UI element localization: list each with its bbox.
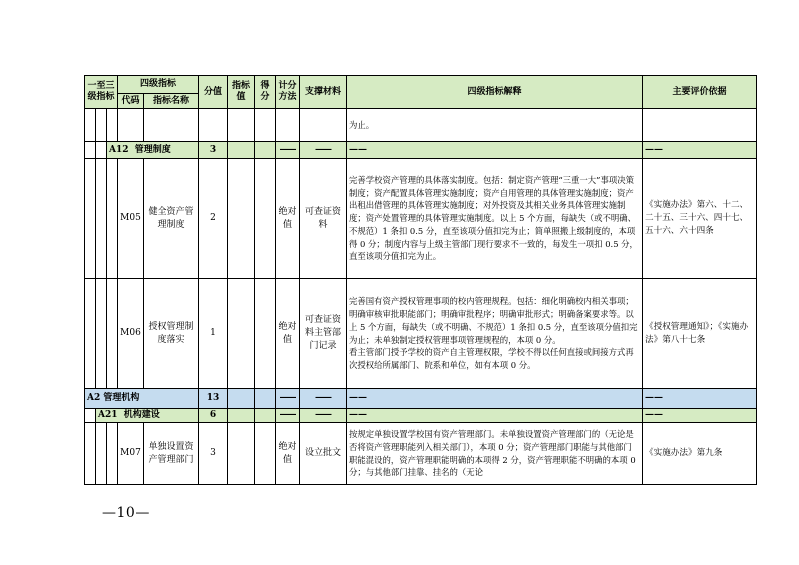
header-name: 指标名称	[144, 94, 199, 109]
m07-basis: 《实施办法》第九条	[643, 423, 757, 485]
a2-score: 13	[199, 389, 228, 409]
header-explanation: 四级指标解释	[347, 76, 643, 109]
m06-score: 1	[199, 279, 228, 389]
a21-basis-dash: ——	[643, 409, 757, 423]
table-header-row	[85, 76, 757, 94]
m06-support: 可查证资料主管部门记录	[300, 279, 347, 389]
evaluation-index-table	[84, 75, 757, 485]
m07-name: 单独设置资产管理部门	[144, 423, 199, 485]
a2-label	[85, 389, 199, 409]
m05-name: 健全资产管理制度	[144, 159, 199, 279]
table-row-continued	[85, 109, 757, 142]
a21-score: 6	[199, 409, 228, 423]
a21-support-dash: ——	[300, 409, 347, 423]
m07-method: 绝对值	[276, 423, 300, 485]
a12-method-dash: ——	[276, 142, 300, 159]
m07-support: 设立批文	[300, 423, 347, 485]
m06-explanation: 完善国有资产授权管理事项的校内管理规程。包括：细化明确校内相关事项；明确审核审批职能部门；明确审批程序；明确审批形式；明确备案要求等。以上 5 个方面，每缺失（或不明确、不规范）1 条扣 0.5 分，直至该项分值扣完为止；未单独制定授权管理事项管理规程的，本项 0 分。 看主管部门授予学校的资产自主管理权限，学校不得以任何直接或间接方式再次授权给所属部门、院系和单位，如有本项 0 分。	[347, 279, 643, 389]
m05-score: 2	[199, 159, 228, 279]
header-level13: 一至三级指标	[85, 76, 118, 109]
a2-support-dash: ——	[300, 389, 347, 409]
a21-method-dash: ——	[276, 409, 300, 423]
table-row-m07	[85, 423, 757, 485]
m07-explanation: 按规定单独设置学校国有资产管理部门。未单独设置资产管理部门的（无论是否将资产管理职能列入相关部门），本项 0 分；资产管理部门职能与其他部门职能混设的，资产管理职能明确的本项得 2 分，资产管理职能不明确的本项 0 分；与其他部门挂靠、挂名的（无论	[347, 423, 643, 485]
table-row-m05	[85, 159, 757, 279]
a12-explain-dash: ——	[347, 142, 643, 159]
a21-explain-dash: ——	[347, 409, 643, 423]
header-index-value: 指标值	[228, 76, 255, 109]
m05-code: M05	[118, 159, 144, 279]
a12-label	[107, 142, 199, 159]
a21-name: 机构建设	[123, 410, 160, 420]
header-score: 分值	[199, 76, 228, 109]
a12-name: 管理制度	[134, 144, 171, 155]
m06-code: M06	[118, 279, 144, 389]
header-method: 计分方法	[276, 76, 300, 109]
a2-method-dash: ——	[276, 389, 300, 409]
a12-basis-dash: ——	[643, 142, 757, 159]
m05-explanation: 完善学校资产管理的具体落实制度。包括：制定资产管理“三重一大”事项决策制度；资产配置具体管理实施制度；资产自用管理的具体管理实施制度；资产出租出借管理的具体管理实施制度；对外投资及其相关业务具体管理实施制度；资产处置管理的具体管理实施制度。以上 5 个方面，每缺失（或不明确、不规范）1 条扣 0.5 分，直至该项分值扣完为止；简单照搬上级制度的，本项得 0 分；制度内容与上级主管部门现行要求不一致的，每发生一项扣 0.5 分，直至该项分值扣完为止。	[347, 159, 643, 279]
m07-code: M07	[118, 423, 144, 485]
m07-score: 3	[199, 423, 228, 485]
a21-label	[96, 409, 199, 423]
a2-name: 管理机构	[103, 393, 140, 403]
page-number: —10—	[102, 505, 150, 521]
m05-basis: 《实施办法》第六、十二、二十五、三十六、四十七、五十六、六十四条	[643, 159, 757, 279]
a21-code: A21	[98, 410, 118, 420]
m05-method: 绝对值	[276, 159, 300, 279]
table-row-a21	[85, 409, 757, 423]
header-code: 代码	[118, 94, 144, 109]
a2-explain-dash: ——	[347, 389, 643, 409]
header-support: 支撑材料	[300, 76, 347, 109]
explanation-cell: 为止。	[347, 109, 643, 142]
header-obtained-score: 得分	[255, 76, 276, 109]
header-basis: 主要评价依据	[643, 76, 757, 109]
a12-support-dash: ——	[300, 142, 347, 159]
table-row-a12	[85, 142, 757, 159]
m05-support: 可查证资料	[300, 159, 347, 279]
m06-name: 授权管理制度落实	[144, 279, 199, 389]
a12-score: 3	[199, 142, 228, 159]
m06-basis: 《授权管理通知》；《实施办法》第八十七条	[643, 279, 757, 389]
m06-method: 绝对值	[276, 279, 300, 389]
a2-basis-dash: ——	[643, 389, 757, 409]
table-row-a2	[85, 389, 757, 409]
header-level4: 四级指标	[118, 76, 199, 94]
a2-code: A2	[87, 393, 101, 403]
a12-code: A12	[109, 144, 129, 155]
table-row-m06	[85, 279, 757, 389]
